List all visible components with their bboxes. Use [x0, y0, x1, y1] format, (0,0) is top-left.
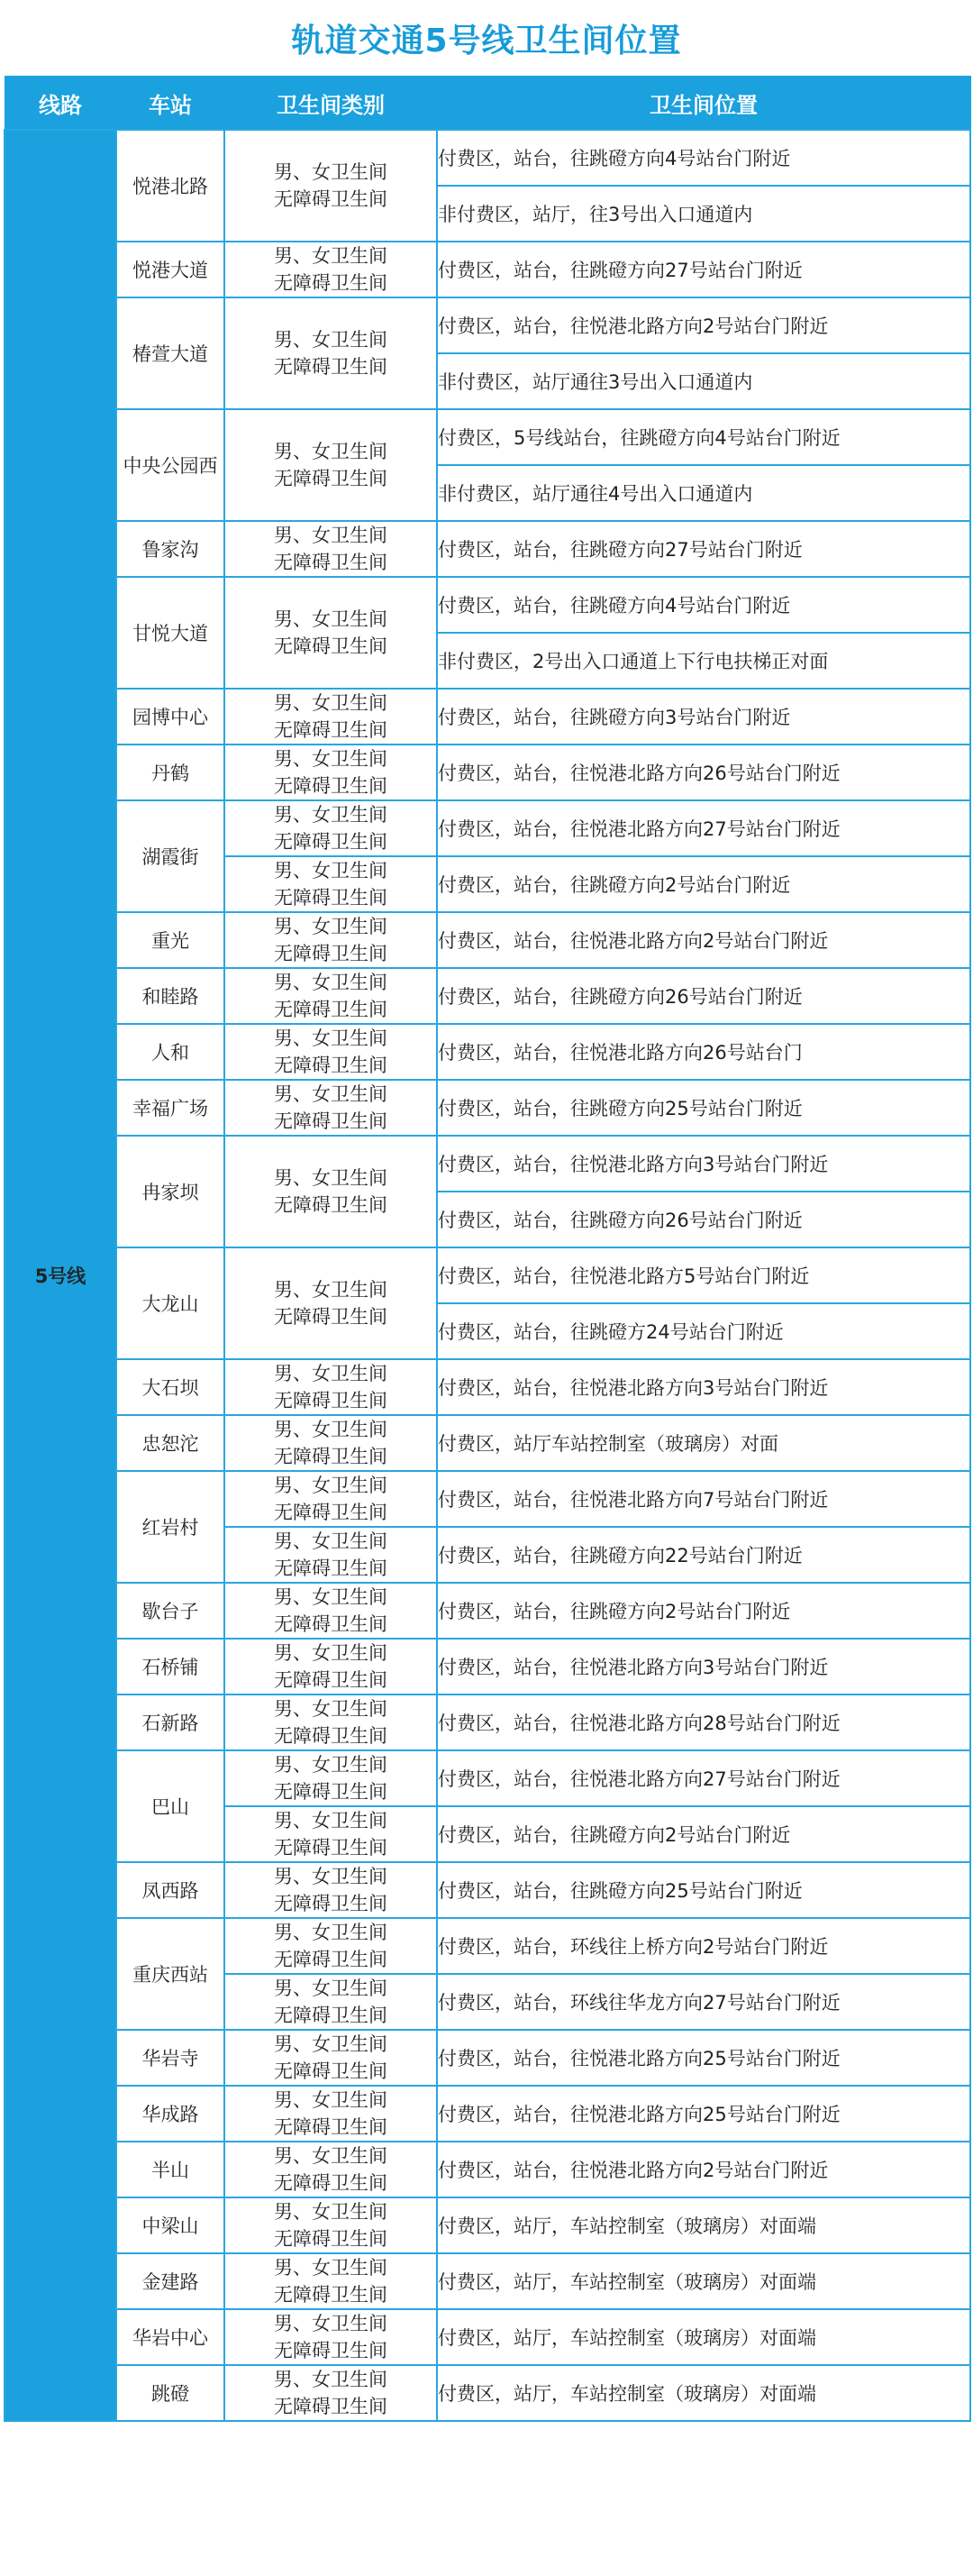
toilet-type-gender: 男、女卫生间	[274, 2369, 387, 2390]
table-row	[5, 2197, 970, 2253]
toilet-location: 付费区，站台，往悦港北路方向2号站台门附近	[437, 2142, 970, 2197]
table-row	[5, 1415, 970, 1471]
toilet-type	[224, 1471, 437, 1527]
table-row	[5, 2086, 970, 2142]
table-row	[5, 1359, 970, 1415]
toilet-type-accessible: 无障碍卫生间	[274, 1446, 387, 1467]
toilet-type-accessible: 无障碍卫生间	[274, 2172, 387, 2194]
toilet-type-gender: 男、女卫生间	[274, 161, 387, 183]
toilet-location: 付费区，站台，往悦港北路方向26号站台门附近	[437, 744, 970, 800]
toilet-location: 付费区，站台，往跳磴方向27号站台门附近	[437, 521, 970, 577]
table-row	[5, 521, 970, 577]
toilet-type	[224, 2030, 437, 2086]
toilet-type	[224, 577, 437, 689]
header-location: 卫生间位置	[437, 77, 970, 131]
toilet-type-accessible: 无障碍卫生间	[274, 1837, 387, 1859]
header-line: 线路	[5, 77, 116, 131]
table-row	[5, 744, 970, 800]
table-row	[5, 409, 970, 465]
toilet-location: 付费区，站台，往跳磴方向25号站台门附近	[437, 1080, 970, 1136]
toilet-type	[224, 1806, 437, 1862]
station-name: 湖霞街	[116, 800, 224, 912]
toilet-type-accessible: 无障碍卫生间	[274, 1194, 387, 1216]
toilet-type	[224, 1136, 437, 1247]
toilet-location: 付费区，站台，环线往上桥方向2号站台门附近	[437, 1918, 970, 1974]
toilet-type	[224, 800, 437, 856]
table-row	[5, 800, 970, 856]
toilet-type-gender: 男、女卫生间	[274, 1279, 387, 1301]
toilet-location: 付费区，站台，往悦港北路方向3号站台门附近	[437, 1359, 970, 1415]
toilet-type-gender: 男、女卫生间	[274, 1978, 387, 1999]
table-row	[5, 577, 970, 633]
table-row	[5, 1583, 970, 1639]
table-row	[5, 2142, 970, 2197]
toilet-location: 付费区，站厅，车站控制室（玻璃房）对面端	[437, 2253, 970, 2309]
station-name: 人和	[116, 1024, 224, 1080]
station-name: 大龙山	[116, 1247, 224, 1359]
table-row	[5, 2365, 970, 2421]
toilet-type	[224, 1527, 437, 1583]
station-name: 中央公园西	[116, 409, 224, 521]
table-row	[5, 1639, 970, 1694]
toilet-type-accessible: 无障碍卫生间	[274, 1306, 387, 1328]
toilet-type-gender: 男、女卫生间	[274, 2145, 387, 2167]
station-name: 凤西路	[116, 1862, 224, 1918]
toilet-type	[224, 689, 437, 744]
toilet-type-accessible: 无障碍卫生间	[274, 719, 387, 741]
toilet-location: 付费区，站台，往跳磴方向4号站台门附近	[437, 130, 970, 186]
toilet-type	[224, 1080, 437, 1136]
toilet-type-accessible: 无障碍卫生间	[274, 943, 387, 964]
toilet-location: 付费区，站台，往跳磴方向2号站台门附近	[437, 1583, 970, 1639]
station-name: 悦港大道	[116, 242, 224, 297]
table-row	[5, 2253, 970, 2309]
toilet-location: 付费区，站台，往悦港北路方向2号站台门附近	[437, 297, 970, 353]
toilet-type-accessible: 无障碍卫生间	[274, 2340, 387, 2361]
toilet-type	[224, 2142, 437, 2197]
toilet-type-accessible: 无障碍卫生间	[274, 999, 387, 1020]
toilet-location: 非付费区，2号出入口通道上下行电扶梯正对面	[437, 633, 970, 689]
table-row	[5, 242, 970, 297]
toilet-location: 付费区，站台，往跳磴方向22号站台门附近	[437, 1527, 970, 1583]
title-bar	[0, 0, 973, 76]
toilet-type-accessible: 无障碍卫生间	[274, 1949, 387, 1970]
station-name: 红岩村	[116, 1471, 224, 1583]
toilet-type-gender: 男、女卫生间	[274, 2033, 387, 2055]
station-name: 鲁家沟	[116, 521, 224, 577]
line-label: 5号线	[5, 130, 116, 2421]
toilet-type-accessible: 无障碍卫生间	[274, 1669, 387, 1691]
toilet-location: 付费区，站台，往跳磴方向2号站台门附近	[437, 856, 970, 912]
toilet-location: 付费区，站台，往跳磴方向26号站台门附近	[437, 1192, 970, 1247]
toilet-type	[224, 242, 437, 297]
toilet-type-accessible: 无障碍卫生间	[274, 2060, 387, 2082]
toilet-type-gender: 男、女卫生间	[274, 1028, 387, 1049]
station-name: 石桥铺	[116, 1639, 224, 1694]
station-name: 华岩中心	[116, 2309, 224, 2365]
toilet-type-gender: 男、女卫生间	[274, 748, 387, 770]
toilet-location: 非付费区，站厅，往3号出入口通道内	[437, 186, 970, 242]
table-row	[5, 1694, 970, 1750]
station-name: 椿萱大道	[116, 297, 224, 409]
toilet-location: 付费区，5号线站台，往跳磴方向4号站台门附近	[437, 409, 970, 465]
toilet-location: 付费区，站台，往跳磴方向3号站台门附近	[437, 689, 970, 744]
table-row	[5, 1080, 970, 1136]
table-row	[5, 968, 970, 1024]
toilet-type	[224, 409, 437, 521]
toilet-type-accessible: 无障碍卫生间	[274, 887, 387, 909]
toilet-location-table	[4, 76, 971, 2422]
toilet-type-accessible: 无障碍卫生间	[274, 2116, 387, 2138]
toilet-location: 付费区，站台，往跳磴方向2号站台门附近	[437, 1806, 970, 1862]
toilet-type	[224, 912, 437, 968]
toilet-location: 付费区，站台，往悦港北路方向25号站台门附近	[437, 2030, 970, 2086]
toilet-location: 付费区，站厅，车站控制室（玻璃房）对面端	[437, 2309, 970, 2365]
header-station: 车站	[116, 77, 224, 131]
station-name: 幸福广场	[116, 1080, 224, 1136]
toilet-type	[224, 1024, 437, 1080]
toilet-type	[224, 297, 437, 409]
toilet-location: 付费区，站台，往悦港北路方向26号站台门	[437, 1024, 970, 1080]
toilet-type	[224, 1750, 437, 1806]
toilet-type-accessible: 无障碍卫生间	[274, 552, 387, 573]
toilet-type-gender: 男、女卫生间	[274, 860, 387, 882]
toilet-type	[224, 1639, 437, 1694]
header-row	[5, 77, 970, 131]
toilet-type-gender: 男、女卫生间	[274, 804, 387, 826]
station-name: 金建路	[116, 2253, 224, 2309]
toilet-type-accessible: 无障碍卫生间	[274, 1110, 387, 1132]
toilet-type-gender: 男、女卫生间	[274, 1810, 387, 1832]
toilet-type-gender: 男、女卫生间	[274, 1475, 387, 1496]
toilet-type-gender: 男、女卫生间	[274, 1530, 387, 1552]
toilet-location: 非付费区，站厅通往3号出入口通道内	[437, 353, 970, 409]
toilet-type-gender: 男、女卫生间	[274, 1754, 387, 1776]
station-name: 歇台子	[116, 1583, 224, 1639]
toilet-type	[224, 521, 437, 577]
toilet-type-accessible: 无障碍卫生间	[274, 1502, 387, 1523]
toilet-type-gender: 男、女卫生间	[274, 2313, 387, 2334]
toilet-type	[224, 2365, 437, 2421]
toilet-type-gender: 男、女卫生间	[274, 2089, 387, 2111]
toilet-type	[224, 1247, 437, 1359]
station-name: 大石坝	[116, 1359, 224, 1415]
toilet-type-gender: 男、女卫生间	[274, 245, 387, 267]
toilet-type-gender: 男、女卫生间	[274, 1586, 387, 1608]
page-title: 轨道交通5号线卫生间位置	[291, 22, 682, 59]
station-name: 跳磴	[116, 2365, 224, 2421]
toilet-type-gender: 男、女卫生间	[274, 1167, 387, 1189]
toilet-type-accessible: 无障碍卫生间	[274, 2228, 387, 2250]
toilet-type-gender: 男、女卫生间	[274, 608, 387, 630]
toilet-location: 付费区，站台，往跳磴方向26号站台门附近	[437, 968, 970, 1024]
toilet-type-gender: 男、女卫生间	[274, 692, 387, 714]
station-name: 华岩寺	[116, 2030, 224, 2086]
toilet-location: 付费区，站厅，车站控制室（玻璃房）对面端	[437, 2197, 970, 2253]
toilet-location: 付费区，站台，往悦港北路方向3号站台门附近	[437, 1136, 970, 1192]
toilet-type-accessible: 无障碍卫生间	[274, 2284, 387, 2306]
toilet-location: 付费区，站台，往悦港北路方向3号站台门附近	[437, 1639, 970, 1694]
toilet-type	[224, 856, 437, 912]
toilet-location: 付费区，站台，往悦港北路方5号站台门附近	[437, 1247, 970, 1303]
table-row	[5, 1862, 970, 1918]
station-name: 中梁山	[116, 2197, 224, 2253]
station-name: 和睦路	[116, 968, 224, 1024]
table-row	[5, 1918, 970, 1974]
toilet-type-accessible: 无障碍卫生间	[274, 1390, 387, 1411]
table-body	[5, 130, 970, 2421]
toilet-type-gender: 男、女卫生间	[274, 441, 387, 462]
toilet-type-accessible: 无障碍卫生间	[274, 2396, 387, 2417]
toilet-type-gender: 男、女卫生间	[274, 1083, 387, 1105]
toilet-type-accessible: 无障碍卫生间	[274, 1781, 387, 1803]
toilet-location: 付费区，站台，往悦港北路方向28号站台门附近	[437, 1694, 970, 1750]
toilet-type-gender: 男、女卫生间	[274, 1642, 387, 1664]
toilet-type-gender: 男、女卫生间	[274, 2257, 387, 2279]
toilet-type-accessible: 无障碍卫生间	[274, 1893, 387, 1914]
toilet-type-accessible: 无障碍卫生间	[274, 1725, 387, 1747]
table-row	[5, 1247, 970, 1303]
toilet-type	[224, 744, 437, 800]
toilet-type-gender: 男、女卫生间	[274, 1698, 387, 1720]
table-row	[5, 1136, 970, 1192]
toilet-location: 付费区，站台，往悦港北路方向27号站台门附近	[437, 800, 970, 856]
toilet-type	[224, 1974, 437, 2030]
station-name: 石新路	[116, 1694, 224, 1750]
toilet-type-accessible: 无障碍卫生间	[274, 272, 387, 294]
toilet-type-accessible: 无障碍卫生间	[274, 831, 387, 853]
toilet-location: 付费区，站台，往悦港北路方向7号站台门附近	[437, 1471, 970, 1527]
table-row	[5, 689, 970, 744]
toilet-type-accessible: 无障碍卫生间	[274, 635, 387, 657]
toilet-location: 付费区，站台，往悦港北路方向27号站台门附近	[437, 1750, 970, 1806]
station-name: 忠恕沱	[116, 1415, 224, 1471]
station-name: 悦港北路	[116, 130, 224, 242]
toilet-location: 付费区，站厅车站控制室（玻璃房）对面	[437, 1415, 970, 1471]
toilet-type-gender: 男、女卫生间	[274, 1866, 387, 1887]
toilet-type	[224, 130, 437, 242]
toilet-type	[224, 2253, 437, 2309]
toilet-type-gender: 男、女卫生间	[274, 1922, 387, 1943]
toilet-location: 付费区，站台，往悦港北路方向25号站台门附近	[437, 2086, 970, 2142]
toilet-type-accessible: 无障碍卫生间	[274, 356, 387, 378]
table-row	[5, 1471, 970, 1527]
station-name: 园博中心	[116, 689, 224, 744]
toilet-type	[224, 2086, 437, 2142]
toilet-location: 付费区，站台，往跳磴方向25号站台门附近	[437, 1862, 970, 1918]
toilet-type	[224, 1415, 437, 1471]
toilet-location: 付费区，站厅，车站控制室（玻璃房）对面端	[437, 2365, 970, 2421]
toilet-type-accessible: 无障碍卫生间	[274, 2005, 387, 2026]
station-name: 巴山	[116, 1750, 224, 1862]
toilet-type-gender: 男、女卫生间	[274, 2201, 387, 2223]
toilet-location: 付费区，站台，环线往华龙方向27号站台门附近	[437, 1974, 970, 2030]
toilet-location: 付费区，站台，往悦港北路方向2号站台门附近	[437, 912, 970, 968]
station-name: 华成路	[116, 2086, 224, 2142]
header-type: 卫生间类别	[224, 77, 437, 131]
toilet-type	[224, 1918, 437, 1974]
toilet-type	[224, 968, 437, 1024]
table-row	[5, 2309, 970, 2365]
toilet-location: 非付费区，站厅通往4号出入口通道内	[437, 465, 970, 521]
toilet-type	[224, 1583, 437, 1639]
station-name: 半山	[116, 2142, 224, 2197]
table-row	[5, 297, 970, 353]
table-row	[5, 1024, 970, 1080]
table-row	[5, 912, 970, 968]
station-name: 重庆西站	[116, 1918, 224, 2030]
toilet-type	[224, 2309, 437, 2365]
toilet-type	[224, 1862, 437, 1918]
toilet-type	[224, 2197, 437, 2253]
toilet-type-accessible: 无障碍卫生间	[274, 1613, 387, 1635]
table-header	[5, 77, 970, 131]
toilet-location: 付费区，站台，往跳磴方向27号站台门附近	[437, 242, 970, 297]
toilet-type-accessible: 无障碍卫生间	[274, 468, 387, 489]
toilet-type-gender: 男、女卫生间	[274, 972, 387, 993]
station-name: 甘悦大道	[116, 577, 224, 689]
toilet-type-gender: 男、女卫生间	[274, 329, 387, 351]
toilet-type-accessible: 无障碍卫生间	[274, 1557, 387, 1579]
toilet-location: 付费区，站台，往跳磴方24号站台门附近	[437, 1303, 970, 1359]
table-row	[5, 1750, 970, 1806]
toilet-type-accessible: 无障碍卫生间	[274, 775, 387, 797]
toilet-type-accessible: 无障碍卫生间	[274, 188, 387, 210]
toilet-type	[224, 1359, 437, 1415]
toilet-location: 付费区，站台，往跳磴方向4号站台门附近	[437, 577, 970, 633]
table-row	[5, 130, 970, 186]
station-name: 冉家坝	[116, 1136, 224, 1247]
table-row	[5, 2030, 970, 2086]
toilet-type-accessible: 无障碍卫生间	[274, 1055, 387, 1076]
toilet-type-gender: 男、女卫生间	[274, 525, 387, 546]
toilet-type-gender: 男、女卫生间	[274, 1419, 387, 1440]
toilet-type-gender: 男、女卫生间	[274, 916, 387, 937]
station-name: 重光	[116, 912, 224, 968]
toilet-type	[224, 1694, 437, 1750]
toilet-type-gender: 男、女卫生间	[274, 1363, 387, 1384]
station-name: 丹鹤	[116, 744, 224, 800]
